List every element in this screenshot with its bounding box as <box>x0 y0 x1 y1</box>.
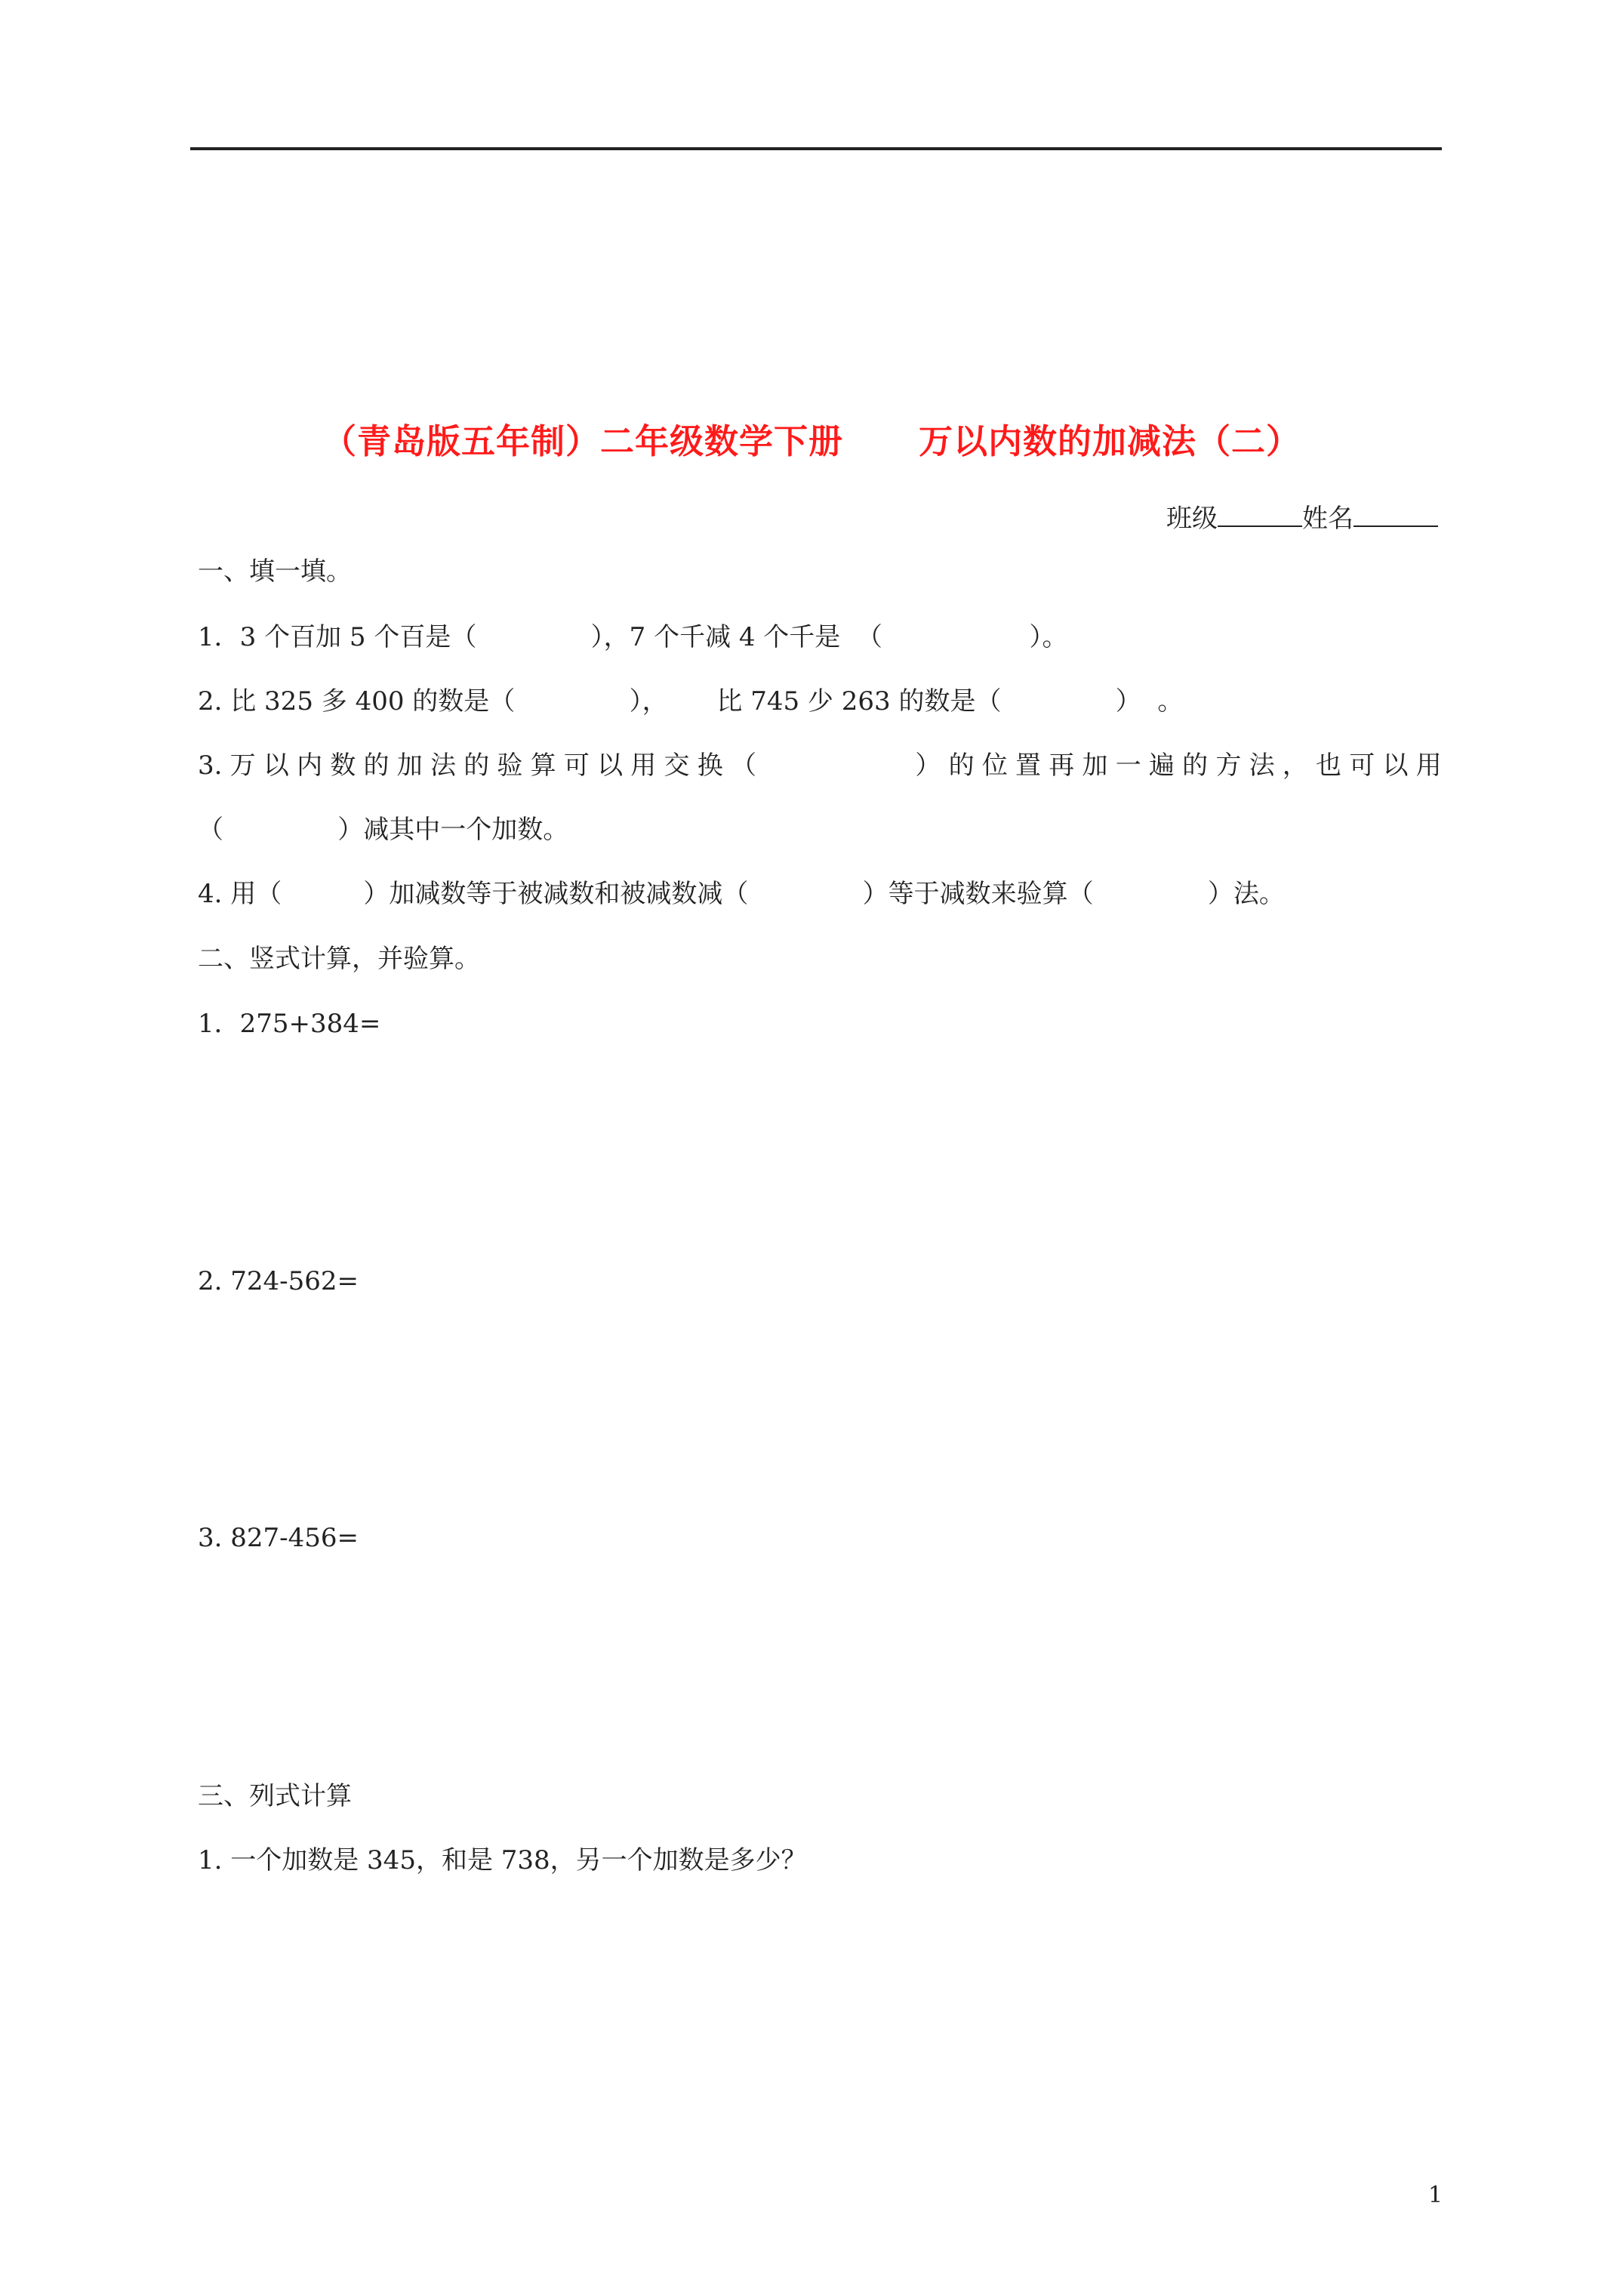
page-title: （青岛版五年制）二年级数学下册 万以内数的加减法（二） <box>322 421 1301 461</box>
section3-heading: 三、列式计算 <box>198 1781 352 1811</box>
question-1-3-continued: （ ）减其中一个加数。 <box>198 815 569 845</box>
class-label: 班级 <box>1166 504 1218 534</box>
question-1-3: 3. 万 以 内 数 的 加 法 的 验 算 可 以 用 交 换 （ ） 的 位 置 再 加 一 遍 的 方 法 ， 也 可 以 用 <box>198 750 1442 781</box>
class-name-line <box>1166 502 1438 535</box>
section2-heading: 二、竖式计算，并验算。 <box>198 944 480 974</box>
page-number: 1 <box>1428 2182 1443 2208</box>
question-1-1: 1．3 个百加 5 个百是（ ），7 个千减 4 个千是 （ ）。 <box>198 622 1068 652</box>
question-2-3: 3. 827-456= <box>198 1523 359 1553</box>
class-blank[interactable] <box>1218 503 1302 527</box>
answer-space[interactable] <box>764 749 907 782</box>
section1-heading: 一、填一填。 <box>198 556 352 587</box>
question-3-1: 1. 一个加数是 345，和是 738，另一个加数是多少？ <box>198 1845 807 1875</box>
question-1-2: 2. 比 325 多 400 的数是（ ）， 比 745 少 263 的数是（ ） 。 <box>198 686 1184 717</box>
question-1-4: 4. 用（ ）加减数等于被减数和被减数减（ ）等于减数来验算（ ）法。 <box>198 879 1285 909</box>
header-rule <box>190 147 1442 150</box>
question-2-1: 1．275+384= <box>198 1009 381 1039</box>
name-blank[interactable] <box>1354 503 1438 527</box>
name-label: 姓名 <box>1302 504 1354 534</box>
question-2-2: 2. 724-562= <box>198 1266 359 1296</box>
